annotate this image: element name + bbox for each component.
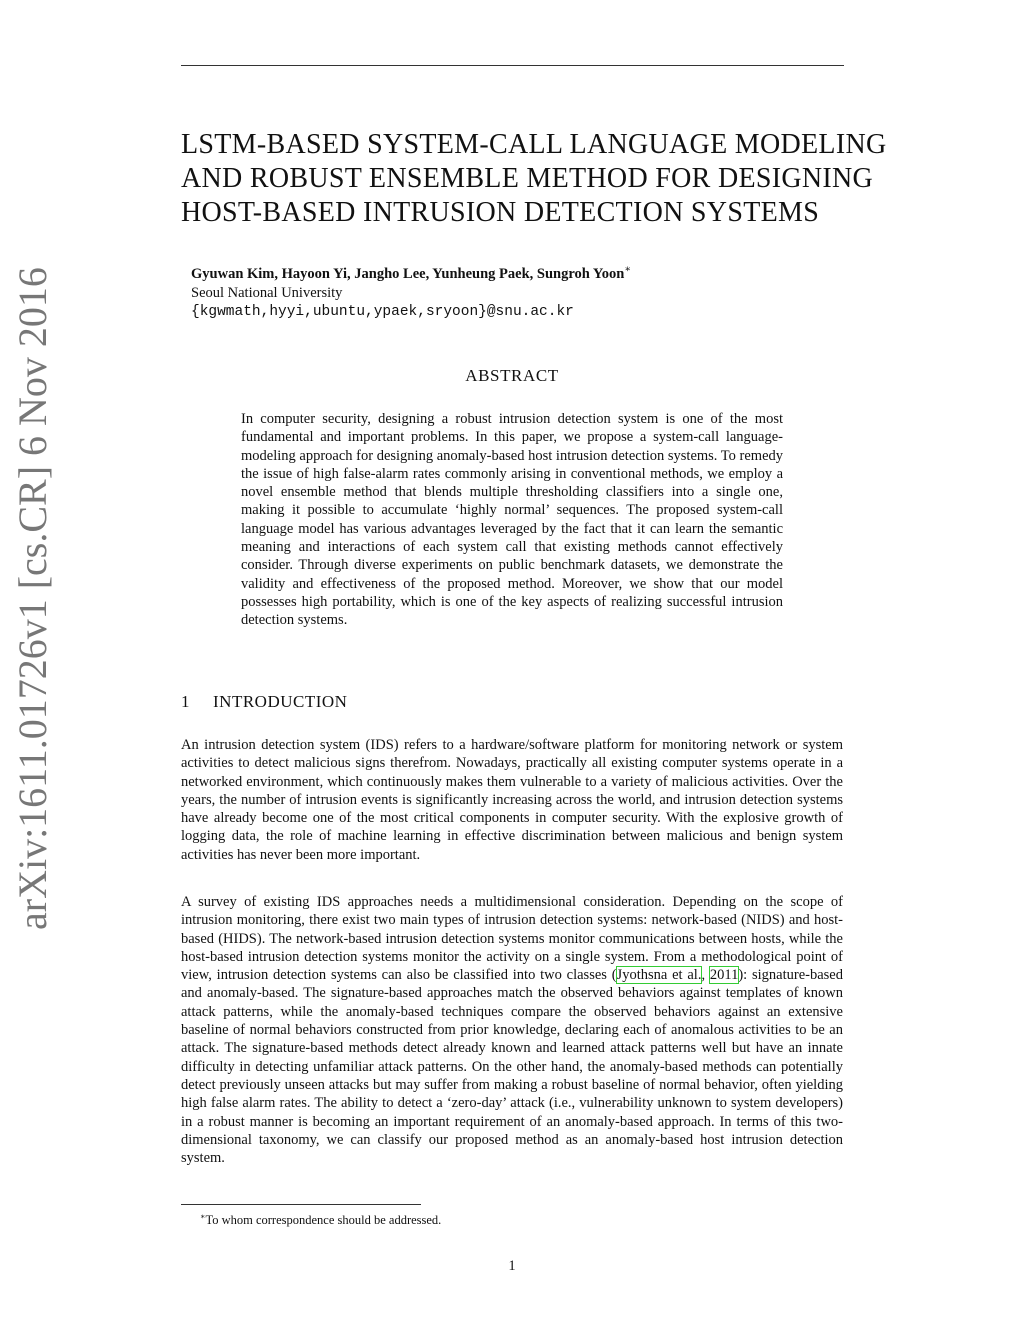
footnote-rule bbox=[181, 1204, 421, 1205]
top-rule bbox=[181, 65, 844, 66]
section-number: 1 bbox=[181, 692, 190, 711]
citation-link[interactable]: Jyothsna et al. bbox=[616, 967, 702, 984]
page-number: 1 bbox=[508, 1258, 516, 1274]
footnote-text: To whom correspondence should be addressed. bbox=[205, 1213, 442, 1228]
title-line: HOST-BASED INTRUSION DETECTION SYSTEMS bbox=[181, 197, 820, 228]
paper-title bbox=[181, 128, 887, 230]
paragraph-text: A survey of existing IDS approaches needs a multidimensional consideration. Depending on the scope of intrusion monitoring, there exist two main types of intrusion detection systems: network-based (NIDS) and host-based (HIDS). The network-based intrusion detection systems monitor communications between hosts, while the host-based intrusion detection systems monitor the activity on a single system. From a methodological point of view, intrusion detection systems can also be classified into two classes ( bbox=[181, 894, 843, 984]
author-names bbox=[191, 260, 631, 284]
author-email: {kgwmath,hyyi,ubuntu,ypaek,sryoon}@snu.ac.kr bbox=[191, 303, 574, 320]
title-line: LSTM-BASED SYSTEM-CALL LANGUAGE MODELING bbox=[181, 129, 887, 160]
citation-separator: , bbox=[701, 967, 710, 984]
paragraph: An intrusion detection system (IDS) refers to a hardware/software platform for monitoring network or system activities to detect malicious signs therefrom. Nowadays, practically all existing computer systems operate in a networked environment, which continuously makes them vulnerable to a variety of malicious activities. Over the years, the number of intrusion events is significantly increasing across the world, and intrusion detection systems have already become one of the most critical components in computer security. With the explosive growth of logging data, the role of machine learning in effective discrimination between malicious and benign system activities has never been more important. bbox=[181, 737, 843, 863]
title-line: AND ROBUST ENSEMBLE METHOD FOR DESIGNING bbox=[181, 163, 874, 194]
citation-year-link[interactable]: 2011 bbox=[709, 967, 739, 984]
correspondence-marker: ∗ bbox=[624, 264, 632, 275]
arxiv-identifier: arXiv:1611.01726v1 [cs.CR] 6 Nov 2016 bbox=[10, 267, 55, 930]
section-heading bbox=[181, 692, 347, 712]
section-title: INTRODUCTION bbox=[213, 692, 348, 711]
footnote bbox=[200, 1209, 441, 1228]
paragraph-text: ): signature-based and anomaly-based. The signature-based approaches match the observed behaviors against templates of known attack patterns, while the anomaly-based techniques compare the observed behaviors against an extensive baseline of normal behaviors constructed from prior knowledge, declaring each of anomalous activities to be an attack. The signature-based methods detect already known and learned attack patterns well but have an innate difficulty in detecting unfamiliar attack patterns. On the other hand, the anomaly-based methods can potentially detect previously unseen attacks but may suffer from making a robust baseline of normal behavior, often yielding high false alarm rates. The ability to detect a ‘zero-day’ attack (i.e., vulnerability unknown to system developers) in a robust manner is becoming an important requirement of an anomaly-based approach. In terms of this two-dimensional taxonomy, we can classify our proposed method as an anomaly-based host intrusion detection system. bbox=[181, 967, 843, 1167]
author-block bbox=[191, 260, 631, 322]
abstract-text: In computer security, designing a robust intrusion detection system is one of the most fundamental and important problems. In this paper, we propose a system-call language-modeling approach for designing anomaly-based host intrusion detection systems. To remedy the issue of high false-alarm rates commonly arising in conventional methods, we employ a novel ensemble method that blends multiple thresholding classifiers into a single one, making it possible to accumulate ‘highly normal’ sequences. The proposed system-call language model has various advantages leveraged by the fact that it can learn the semantic meaning and interactions of each system call that existing methods cannot effectively consider. Through diverse experiments on public benchmark datasets, we demonstrate the validity and effectiveness of the proposed method. Moreover, we show that our model possesses high portability, which is one of the key aspects of realizing successful intrusion detection systems. bbox=[241, 411, 783, 629]
footnote-marker: ∗ bbox=[200, 1212, 206, 1221]
affiliation: Seoul National University bbox=[191, 284, 343, 301]
author-list: Gyuwan Kim, Hayoon Yi, Jangho Lee, Yunheung Paek, Sungroh Yoon bbox=[191, 265, 625, 282]
paragraph bbox=[181, 893, 843, 1167]
abstract-heading: ABSTRACT bbox=[465, 366, 559, 385]
